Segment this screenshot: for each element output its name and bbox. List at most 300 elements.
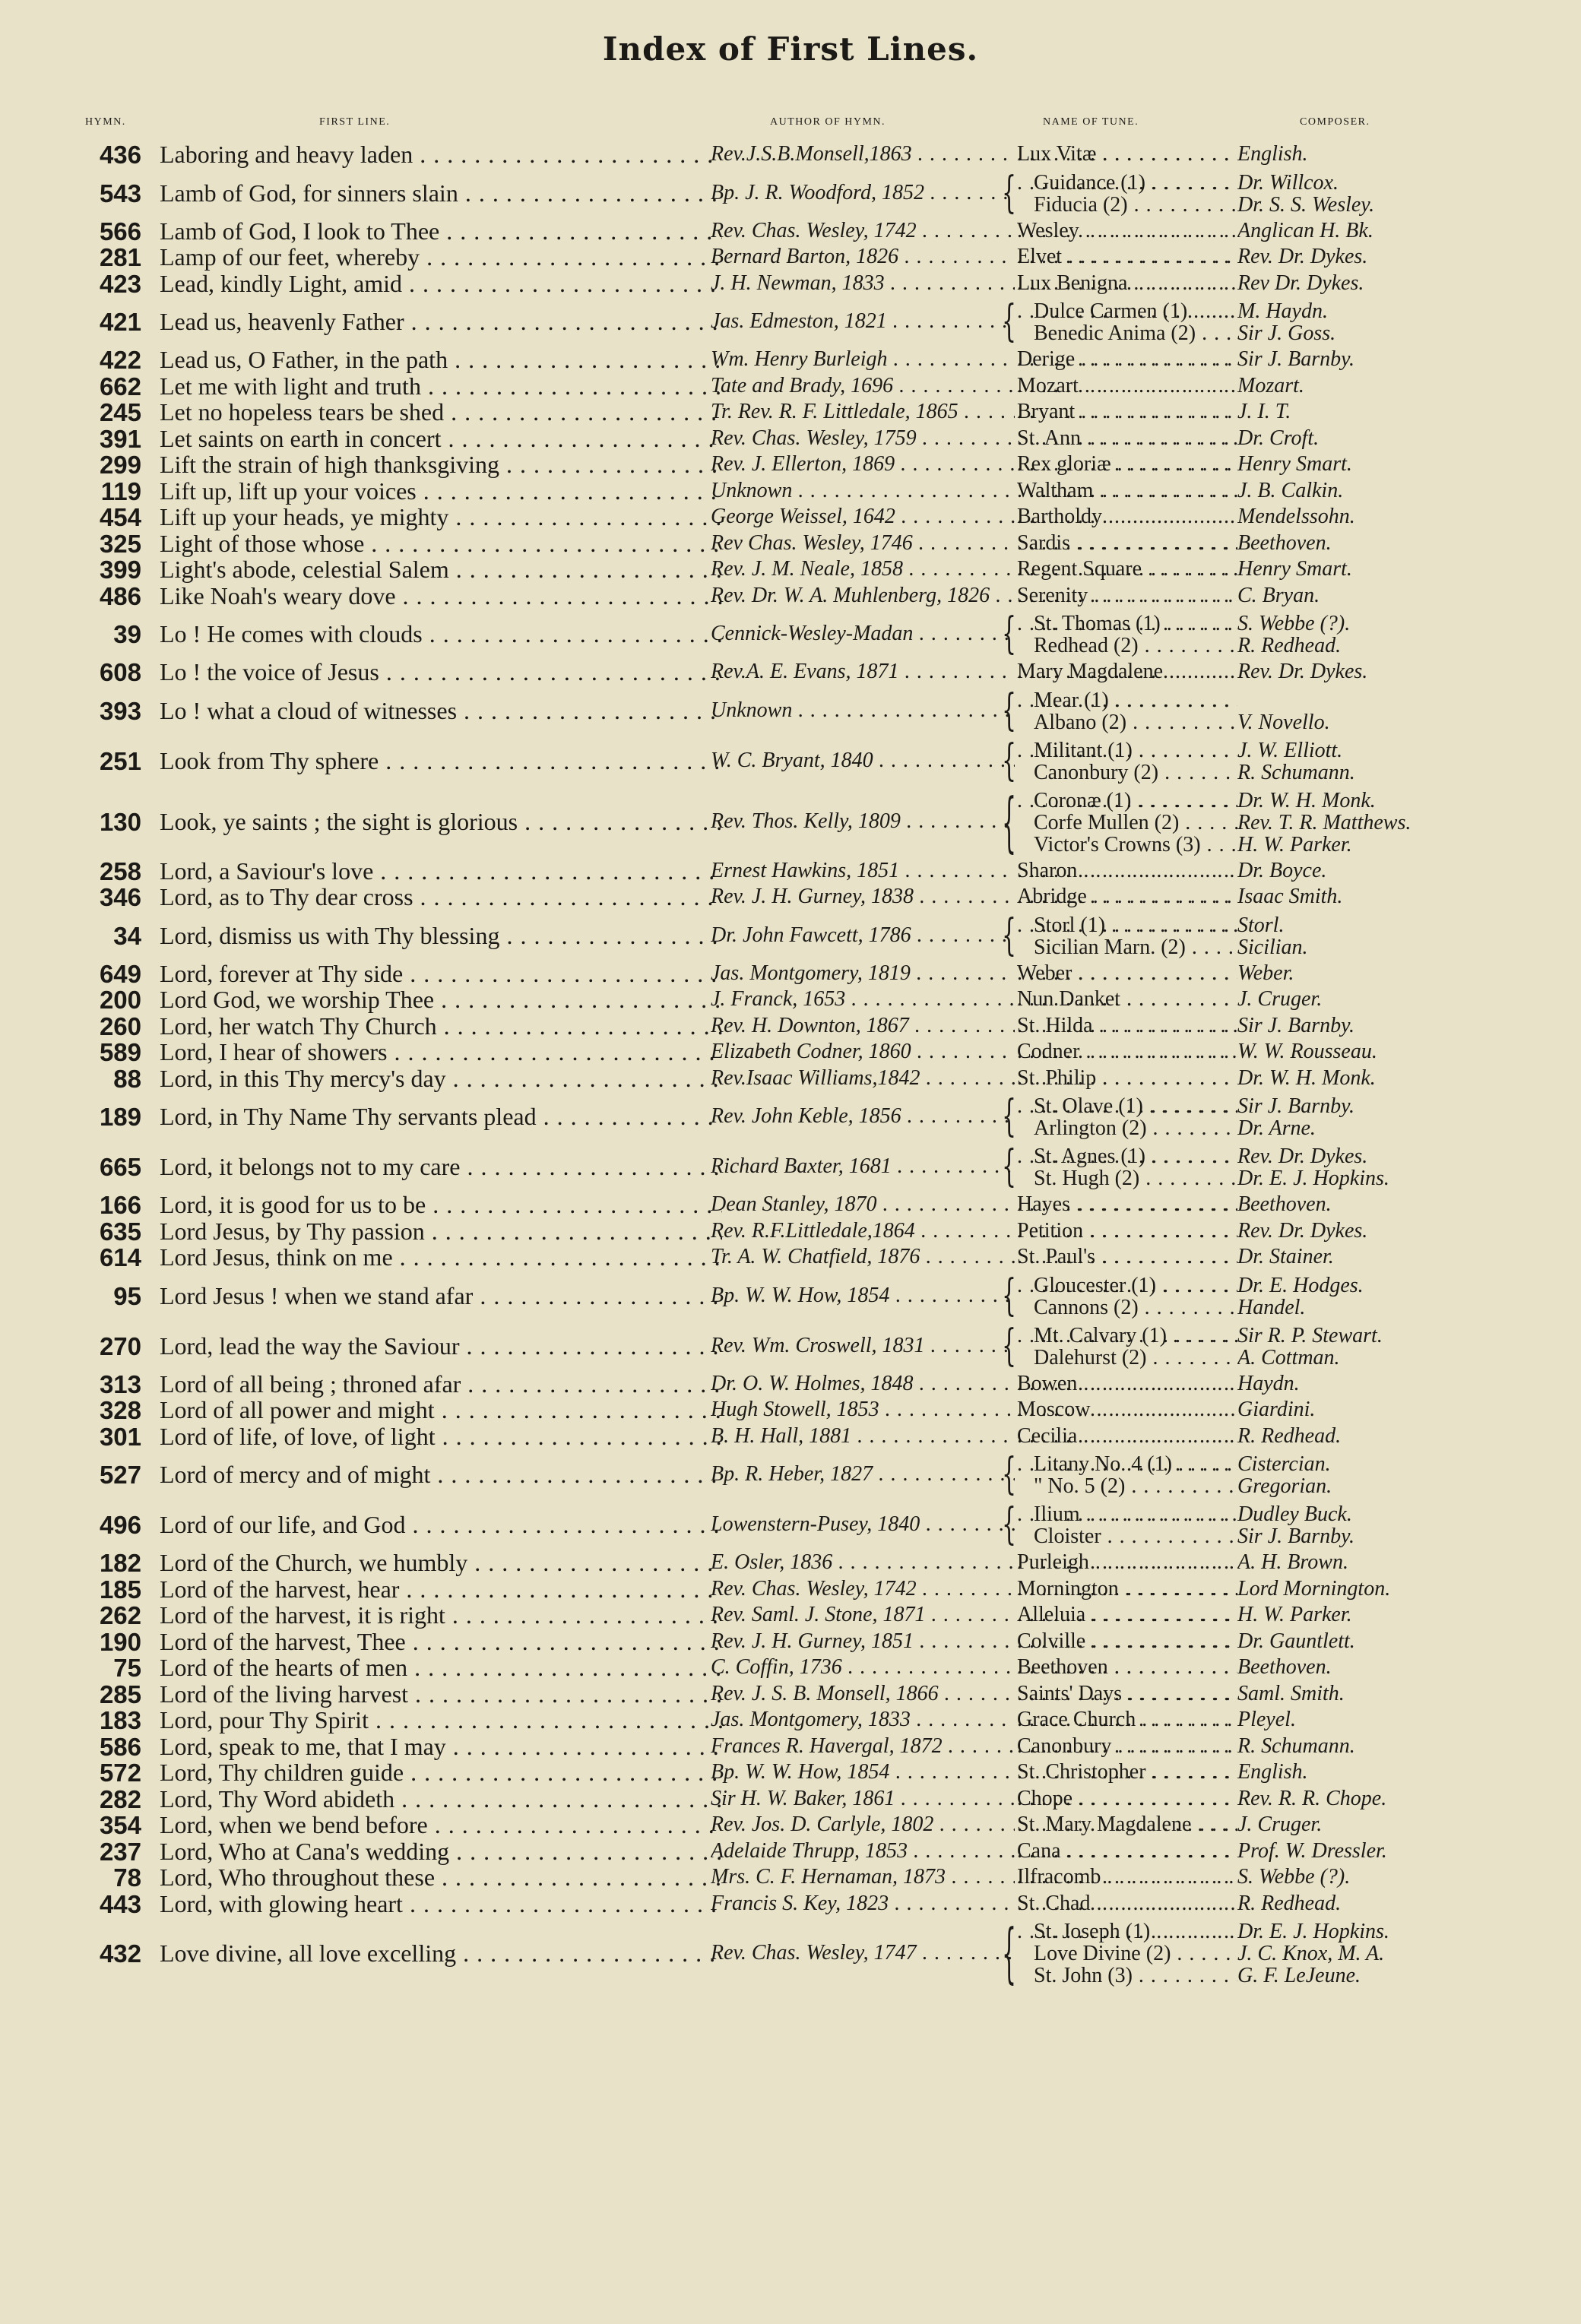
hymn-author: Hugh Stowell, 1853 . . . [711,1398,1015,1422]
hymn-number: 399 [99,556,141,584]
brace-glyph: { [1002,685,1017,736]
tune-name: Albano (2) . . . [1034,711,1237,735]
brace-glyph: { [1002,1499,1017,1550]
tune-name: Redhead (2) . . . [1034,634,1237,658]
composer-list [1237,400,1557,425]
first-line: Lord, lead the way the Saviour . . . [160,1332,722,1360]
hymn-author: Cennick-Wesley-Madan . . . [711,622,1015,646]
composer-list [1237,1787,1557,1812]
hymn-number: 270 [99,1331,141,1360]
tune-name: Weber . . . [1017,961,1237,986]
tune-list [1017,1629,1237,1654]
hymn-number: 75 [113,1654,141,1683]
composer-list [1237,961,1557,986]
composer-name: Dr. W. H. Monk. [1237,788,1376,812]
hymn-author: Jas. Montgomery, 1819 . . . [711,961,1015,986]
composer-name: Dr. E. J. Hopkins. [1237,1167,1389,1190]
first-line: Lamb of God, I look to Thee . . . [160,217,722,245]
composer-name: Dr. Gauntlett. [1237,1629,1355,1653]
hymn-author: Rev Chas. Wesley, 1746 . . . [711,531,1015,556]
index-row [0,1244,1581,1271]
hymn-author: Unknown . . . [711,698,1015,723]
index-row [0,347,1581,373]
first-line: Lift the strain of high thanksgiving . . . [160,451,722,479]
first-line: Lord of the living harvest . . . [160,1680,722,1708]
composer-name: Cistercian. [1237,1452,1331,1476]
tune-name: Ilium . . . [1034,1502,1237,1527]
composer-name: Anglican H. Bk. [1237,218,1373,242]
tune-name: Arlington (2) . . . [1034,1116,1237,1141]
tune-name: Serenity . . . [1017,584,1237,608]
tune-name: Cana . . . [1017,1839,1237,1863]
hymn-number: 527 [99,1461,141,1489]
index-row [0,1786,1581,1813]
tune-list [1017,789,1237,858]
hymn-number: 328 [99,1396,141,1425]
hymn-number: 586 [99,1732,141,1761]
hymn-number: 182 [99,1549,141,1578]
tune-name: Petition . . . [1017,1219,1237,1243]
composer-name: J. C. Knox, M. A. [1237,1942,1385,1965]
tune-name: Mt. Calvary (1) . . . [1034,1324,1237,1348]
first-line: Let no hopeless tears be shed . . . [160,398,722,426]
first-line: Lord of the hearts of men . . . [160,1654,722,1682]
hymn-number: 346 [99,883,141,912]
tune-list [1017,1094,1237,1141]
composer-list [1237,531,1557,556]
tune-list [1017,271,1237,296]
first-line: Light of those whose . . . [160,530,722,558]
composer-name: A. Cottman. [1237,1345,1340,1369]
tune-list [1017,1682,1237,1707]
composer-name: Dr. W. H. Monk. [1237,1065,1376,1090]
tune-name: St. Hilda . . . [1017,1014,1237,1038]
composer-name: C. Bryan. [1237,583,1320,607]
composer-list [1237,1245,1557,1270]
index-row [0,736,1581,786]
tune-name: Sharon . . . [1017,859,1237,883]
tune-name: Benedic Anima (2) . . . [1034,321,1237,346]
composer-name: V. Novello. [1237,710,1330,734]
composer-name: Weber. [1237,961,1294,985]
brace-glyph: { [1002,167,1017,218]
first-line: Lord of the harvest, it is right . . . [160,1601,722,1629]
hymn-number: 262 [99,1601,141,1630]
tune-name: Guidance (1) . . . [1034,171,1237,195]
first-line: Lead, kindly Light, amid . . . [160,270,722,298]
index-row [0,884,1581,910]
composer-name: Dr. E. Hodges. [1237,1273,1364,1297]
index-row [0,530,1581,557]
composer-list [1237,1920,1557,1989]
composer-list [1237,1655,1557,1680]
first-line: Lord, pour Thy Spirit . . . [160,1706,722,1734]
tune-list [1017,739,1237,786]
composer-list [1237,142,1557,167]
composer-list [1237,1094,1557,1141]
tune-list [1017,859,1237,884]
composer-name: Dr. Croft. [1237,426,1320,450]
index-row [0,426,1581,452]
hymn-number: 88 [113,1064,141,1093]
first-line: Lamp of our feet, whereby . . . [160,243,722,271]
index-row [0,1734,1581,1760]
tune-name: Hayes . . . [1017,1192,1237,1217]
tune-list [1017,347,1237,372]
index-row [0,1812,1581,1838]
first-line: Lord, speak to me, that I may . . . [160,1733,722,1761]
hymn-author: Rev. Chas. Wesley, 1742 . . . [711,219,1015,243]
first-line: Lo ! the voice of Jesus . . . [160,658,722,686]
composer-list [1237,739,1557,786]
composer-list [1237,219,1557,244]
hymn-author: Ernest Hawkins, 1851 . . . [711,859,1015,883]
tune-list [1017,1219,1237,1244]
index-row [0,1065,1581,1092]
tune-name: Alleluia . . . [1017,1603,1237,1627]
tune-name: Love Divine (2) . . . [1034,1942,1237,1966]
tune-list [1017,1066,1237,1091]
tune-list [1017,1865,1237,1890]
first-line: Love divine, all love excelling . . . [160,1939,722,1968]
hymn-number: 185 [99,1575,141,1604]
hymn-author: Rev. J. Ellerton, 1869 . . . [711,452,1015,477]
brace-glyph: { [1002,1449,1017,1500]
tune-name: Elvet . . . [1017,245,1237,269]
index-row [0,373,1581,400]
hymn-author: Rev. J. H. Gurney, 1838 . . . [711,885,1015,909]
composer-name: Henry Smart. [1237,452,1352,477]
index-row [0,504,1581,530]
brace-glyph: { [1002,1091,1017,1142]
composer-name: Rev. R. R. Chope. [1237,1786,1387,1810]
first-line: Lord, Who at Cana's wedding . . . [160,1838,722,1866]
index-row [0,785,1581,862]
hymn-author: Bp. R. Heber, 1827 . . . [711,1462,1015,1487]
composer-list [1237,1760,1557,1785]
tune-list [1017,1424,1237,1449]
tune-name: Cecilia . . . [1017,1424,1237,1449]
composer-name: J. Cruger. [1237,987,1323,1012]
brace-glyph: { [1002,910,1017,961]
index-row [0,1449,1581,1499]
hymn-author: George Weissel, 1642 . . . [711,505,1015,529]
tune-name: St. Ann . . . [1017,426,1237,451]
hymn-author: Bernard Barton, 1826 . . . [711,245,1015,269]
hymn-author: Bp. W. W. How, 1854 . . . [711,1760,1015,1784]
index-row [0,1602,1581,1629]
tune-name: Saints' Days . . . [1017,1682,1237,1706]
tune-list [1017,1398,1237,1423]
hymn-author: Adelaide Thrupp, 1853 . . . [711,1839,1015,1863]
composer-list [1237,1502,1557,1550]
composer-list [1237,1603,1557,1628]
index-row [0,556,1581,583]
hymn-author: Mrs. C. F. Hernaman, 1873 . . . [711,1865,1015,1889]
hymn-number: 95 [113,1281,141,1310]
composer-list [1237,584,1557,609]
hymn-author: Rev. Chas. Wesley, 1742 . . . [711,1577,1015,1601]
index-row [0,858,1581,885]
index-row [0,399,1581,426]
brace-glyph: { [1002,1917,1017,1993]
composer-name: Sicilian. [1237,935,1308,959]
first-line: Lord of our life, and God . . . [160,1511,722,1539]
tune-name: St. Christopher . . . [1017,1760,1237,1784]
composer-name: Sir J. Barnby. [1237,1094,1354,1118]
composer-list [1237,1040,1557,1065]
page-title: Index of First Lines. [602,30,979,68]
hymn-author: Rev.Isaac Williams,1842 . . . [711,1066,1015,1091]
first-line: Lord of life, of love, of light . . . [160,1423,722,1451]
index-row [0,1654,1581,1681]
composer-name: Sir J. Goss. [1237,321,1336,345]
first-line: Laboring and heavy laden . . . [160,141,722,169]
composer-name: J. B. Calkin. [1237,478,1344,502]
first-line: Let me with light and truth . . . [160,372,722,401]
brace-glyph: { [1002,609,1017,660]
tune-list [1017,400,1237,425]
tune-name: Canonbury (2) . . . [1034,761,1237,785]
tune-name: Dalehurst (2) . . . [1034,1346,1237,1370]
first-line: Lift up, lift up your voices . . . [160,477,722,505]
column-header-hymn: HYMN. [85,116,126,128]
tune-name: Nun Danket . . . [1017,987,1237,1012]
tune-name: Canonbury . . . [1017,1734,1237,1759]
first-line: Lord, as to Thy dear cross . . . [160,883,722,911]
tune-list [1017,1274,1237,1321]
column-header [0,116,1581,131]
composer-name: J. Cruger. [1237,1813,1323,1837]
composer-list [1237,299,1557,347]
tune-list [1017,1372,1237,1397]
brace-glyph: { [1002,1270,1017,1321]
composer-name: R. Schumann. [1237,760,1355,784]
tune-list [1017,1655,1237,1680]
tune-name: Colville . . . [1017,1629,1237,1654]
index-row [0,141,1581,168]
tune-list [1017,245,1237,270]
hymn-number: 325 [99,529,141,558]
tune-list [1017,612,1237,659]
first-line: Lord, Who throughout these . . . [160,1863,722,1892]
hymn-author: J. H. Newman, 1833 . . . [711,271,1015,296]
hymn-number: 572 [99,1759,141,1787]
tune-list [1017,1452,1237,1499]
composer-name: H. W. Parker. [1237,1603,1352,1627]
hymn-number: 496 [99,1511,141,1539]
composer-list [1237,426,1557,451]
tune-name: Mornington . . . [1017,1577,1237,1601]
first-line: Light's abode, celestial Salem . . . [160,556,722,584]
hymn-author: Dr. John Fawcett, 1786 . . . [711,923,1015,948]
tune-list [1017,1787,1237,1812]
composer-name: Sir J. Barnby. [1237,347,1354,372]
tune-name: St. Paul's . . . [1017,1245,1237,1269]
composer-list [1237,1813,1557,1838]
index-row [0,1091,1581,1141]
hymn-author: Unknown . . . [711,479,1015,503]
hymn-number: 237 [99,1837,141,1866]
hymn-author: W. C. Bryant, 1840 . . . [711,749,1015,773]
hymn-number: 614 [99,1243,141,1272]
composer-name: R. Redhead. [1237,1423,1342,1448]
brace-glyph: { [1002,296,1017,347]
hymn-author: Frances R. Havergal, 1872 . . . [711,1734,1015,1759]
composer-name: Rev. Dr. Dykes. [1237,660,1368,684]
tune-list [1017,426,1237,451]
composer-name: J. I. T. [1237,400,1291,424]
composer-name: Rev Dr. Dykes. [1237,271,1364,295]
composer-name: Sir J. Barnby. [1237,1525,1354,1548]
composer-list [1237,1145,1557,1192]
hymn-author: Jas. Edmeston, 1821 . . . [711,309,1015,334]
composer-name: Beethoven. [1237,1655,1332,1680]
composer-name: Rev. T. R. Matthews. [1237,810,1411,834]
hymn-author: J. Franck, 1653 . . . [711,987,1015,1012]
first-line: Lord, in Thy Name Thy servants plead . . . [160,1103,722,1131]
composer-name: English. [1237,1760,1308,1784]
index-row [0,1013,1581,1040]
index-row [0,1141,1581,1192]
tune-list [1017,1892,1237,1917]
composer-list [1237,171,1557,218]
tune-list [1017,1145,1237,1192]
hymn-author: Rev. Jos. D. Carlyle, 1802 . . . [711,1813,1015,1837]
hymn-author: Dean Stanley, 1870 . . . [711,1192,1015,1217]
tune-name: Sicilian Marn. (2) . . . [1034,936,1237,960]
first-line: Lord, forever at Thy side . . . [160,960,722,988]
first-line: Lift up your heads, ye mighty . . . [160,503,722,531]
tune-list [1017,584,1237,609]
first-line: Lo ! what a cloud of witnesses . . . [160,697,722,725]
hymn-number: 423 [99,269,141,298]
composer-list [1237,245,1557,270]
first-line: Lord Jesus, think on me . . . [160,1243,722,1271]
tune-name: Cloister . . . [1034,1525,1237,1549]
composer-name: H. W. Parker. [1237,832,1352,856]
tune-list [1017,1324,1237,1371]
composer-name: Henry Smart. [1237,557,1352,581]
composer-list [1237,1452,1557,1499]
tune-name: Ilfracomb . . . [1017,1865,1237,1889]
index-row [0,451,1581,478]
hymn-author: Rev.A. E. Evans, 1871 . . . [711,660,1015,684]
hymn-number: 662 [99,372,141,401]
hymn-author: Lowenstern-Pusey, 1840 . . . [711,1512,1015,1537]
composer-list [1237,612,1557,659]
tune-list [1017,1014,1237,1039]
hymn-number: 301 [99,1422,141,1451]
hymn-number: 251 [99,746,141,775]
composer-list [1237,1324,1557,1371]
first-line: Lamb of God, for sinners slain . . . [160,179,722,207]
hymn-author: Rev. J. H. Gurney, 1851 . . . [711,1629,1015,1654]
composer-name: Handel. [1237,1295,1306,1319]
composer-name: S. Webbe (?). [1237,1865,1351,1889]
composer-name: Giardini. [1237,1398,1316,1422]
tune-name: Lux Vitæ . . . [1017,142,1237,166]
hymn-number: 285 [99,1680,141,1708]
composer-name: Dr. Boyce. [1237,858,1327,882]
hymn-author: Bp. W. W. How, 1854 . . . [711,1284,1015,1308]
index-row [0,910,1581,961]
hymn-author: Elizabeth Codner, 1860 . . . [711,1040,1015,1064]
composer-list [1237,1629,1557,1654]
hymn-number: 281 [99,243,141,272]
index-row [0,1759,1581,1786]
tune-list [1017,1813,1237,1838]
hymn-author: B. H. Hall, 1881 . . . [711,1424,1015,1449]
hymn-number: 665 [99,1153,141,1181]
tune-name: Litany No. 4 (1) . . . [1034,1452,1237,1477]
composer-name: Mozart. [1237,373,1304,397]
tune-name: Sardis . . . [1017,531,1237,556]
hymn-number: 299 [99,451,141,480]
hymn-author: Jas. Montgomery, 1833 . . . [711,1708,1015,1732]
tune-name: Coronæ (1) . . . [1034,789,1237,813]
composer-name: J. W. Elliott. [1237,738,1343,762]
hymn-number: 432 [99,1939,141,1968]
composer-list [1237,1892,1557,1917]
composer-name: Rev. Dr. Dykes. [1237,245,1368,269]
tune-name: Militant (1) . . . [1034,739,1237,763]
tune-list [1017,299,1237,347]
index-row [0,1629,1581,1655]
first-line: Lord of the harvest, Thee . . . [160,1628,722,1656]
tune-name: Fiducia (2) . . . [1034,193,1237,217]
tune-list [1017,1550,1237,1575]
composer-list [1237,479,1557,504]
tune-list [1017,1245,1237,1270]
hymn-author: Wm. Henry Burleigh . . . [711,347,1015,372]
hymn-number: 443 [99,1889,141,1918]
composer-name: Gregorian. [1237,1474,1332,1498]
composer-name: Mendelssohn. [1237,505,1355,529]
index-row [0,1707,1581,1734]
index-row [0,1838,1581,1865]
hymn-author: Bp. J. R. Woodford, 1852 . . . [711,181,1015,205]
hymn-number: 258 [99,856,141,885]
tune-list [1017,1839,1237,1864]
composer-name: Dr. Willcox. [1237,170,1339,195]
tune-name: Codner . . . [1017,1040,1237,1064]
tune-name: Grace Church . . . [1017,1708,1237,1732]
index-row [0,1218,1581,1245]
first-line: Lord of mercy and of might . . . [160,1461,722,1489]
index-row [0,1039,1581,1065]
composer-name: Lord Mornington. [1237,1576,1391,1601]
brace-glyph: { [1002,735,1017,786]
index-row [0,583,1581,609]
hymn-number: 130 [99,808,141,836]
index-row [0,1550,1581,1576]
composer-list [1237,987,1557,1012]
tune-name: Moscow . . . [1017,1398,1237,1422]
tune-list [1017,374,1237,399]
composer-list [1237,859,1557,884]
index-row [0,244,1581,271]
tune-list [1017,660,1237,685]
first-line: Lord, Thy Word abideth . . . [160,1785,722,1813]
hymn-author: Rev. J. S. B. Monsell, 1866 . . . [711,1682,1015,1706]
tune-name: Mary Magdalene . . . [1017,660,1237,684]
index-row [0,1423,1581,1450]
first-line: Lord of all power and might . . . [160,1396,722,1424]
composer-name: A. H. Brown. [1237,1550,1348,1575]
tune-list [1017,479,1237,504]
tune-list [1017,987,1237,1012]
